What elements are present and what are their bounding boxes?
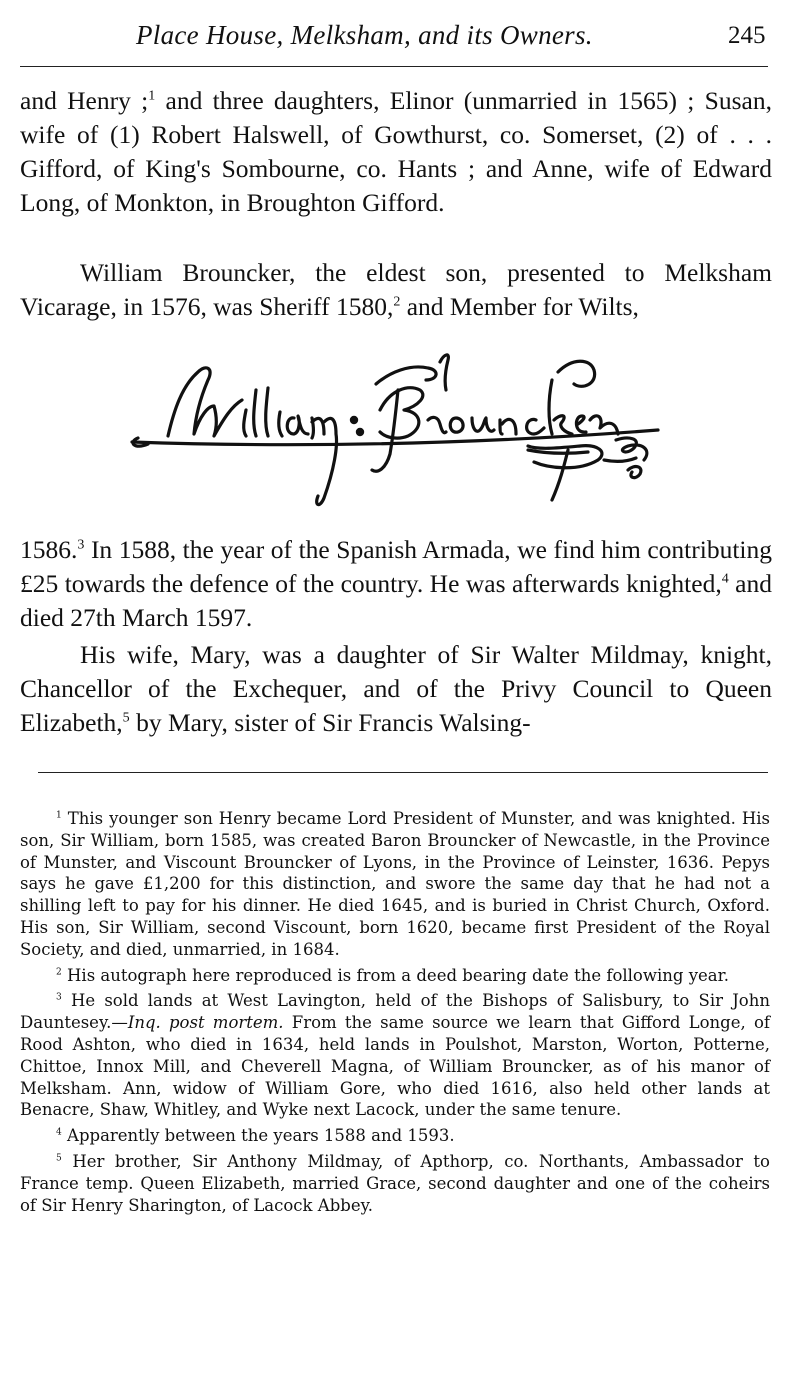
footnote-1	[20, 808, 770, 961]
footnote-5	[20, 1151, 770, 1216]
footnote-number: 1	[56, 810, 62, 821]
paragraph-3	[20, 533, 772, 635]
paragraph-4	[20, 638, 772, 740]
footnote-ref: 2	[393, 294, 401, 310]
text-run: by Mary, sister of Sir Francis Walsing-	[129, 708, 531, 737]
running-title: Place House, Melksham, and its Owners.	[136, 20, 593, 50]
footnote-ref: 1	[148, 88, 156, 104]
text-run: and Henry ;	[20, 86, 149, 115]
footnote-text: He sold lands at West Lavington, held of the Bishops of Salisbury, to Sir John Dauntesey.—	[20, 991, 770, 1033]
header-rule	[20, 66, 768, 67]
text-run: William Brouncker, the eldest son, presented to Melksham Vicarage, in 1576, was Sheriff 1580,	[20, 258, 772, 321]
footnotes	[20, 808, 770, 1220]
footnote-3	[20, 990, 770, 1121]
footnote-number: 5	[56, 1153, 62, 1164]
footnote-text: His autograph here reproduced is from a deed bearing date the following year.	[61, 965, 729, 985]
paragraph-1	[20, 84, 772, 220]
text-run: and three daughters, Elinor (unmarried in 1565) ; Susan, wife of (1) Robert Halswell, of Gowthurst, co. Somerset, (2) of . . . Gifford, of King's Sombourne, co. Hants ; and Anne, wife of Edward Long, of Monkton, in Broughton Gifford.	[20, 86, 772, 217]
page-header	[0, 18, 800, 58]
text-run: and Member for Wilts,	[400, 292, 639, 321]
signature-autograph	[128, 350, 668, 525]
footnote-text: Apparently between the years 1588 and 1593.	[61, 1126, 455, 1146]
text-run: In 1588, the year of the Spanish Armada, we find him contributing £25 towards the defence of the country. He was afterwards knighted,	[20, 535, 772, 598]
footnote-rule	[38, 772, 768, 773]
text-run: and died 27th March 1597.	[20, 569, 773, 632]
footnote-number: 2	[56, 967, 62, 978]
footnote-text: From the same source we learn that Gifford Longe, of Rood Ashton, who died in 1634, held lands in Poulshot, Marston, Worton, Potterne, Chittoe, Innox Mill, and Cheverell Magna, of William Brouncker, as of his manor of Melksham. Ann, widow of William Gore, who died 1616, also held other lands at Benacre, Shaw, Whitley, and Wyke next Lacock, under the same tenure.	[20, 1013, 770, 1120]
footnote-number: 4	[56, 1127, 62, 1138]
footnote-2	[20, 965, 770, 987]
text-run: His wife, Mary, was a daughter of Sir Walter Mildmay, knight, Chancellor of the Exchequer, and of the Privy Council to Queen Elizabeth,	[20, 640, 772, 737]
footnote-number: 3	[56, 992, 62, 1003]
footnote-4	[20, 1125, 770, 1147]
footnote-text: Her brother, Sir Anthony Mildmay, of Apthorp, co. Northants, Ambassador to France temp. Queen Elizabeth, married Grace, second daughter and one of the coheirs of Sir Henry Sharington, of Lacock Abbey.	[20, 1151, 770, 1215]
footnote-text: This younger son Henry became Lord President of Munster, and was knighted. His son, Sir William, born 1585, was created Baron Brouncker of Newcastle, in the Province of Munster, and Viscount Brouncker of Lyons, in the Province of Leinster, 1636. Pepys says he gave £1,200 for this distinction, and swore the same day that he had not a shilling left to pay for his dinner. He died 1645, and is buried in Christ Church, Oxford. His son, Sir William, second Viscount, born 1620, became first President of the Royal Society, and died, unmarried, in 1684.	[20, 809, 770, 959]
footnote-ref: 3	[77, 537, 85, 553]
signature-image	[128, 350, 668, 525]
footnote-ref: 5	[122, 710, 130, 726]
footnote-ref: 4	[721, 571, 729, 587]
paragraph-2	[20, 256, 772, 324]
page-number: 245	[728, 22, 766, 49]
text-run: 1586.	[20, 535, 78, 564]
footnote-italic: Inq. post mortem.	[127, 1013, 284, 1033]
